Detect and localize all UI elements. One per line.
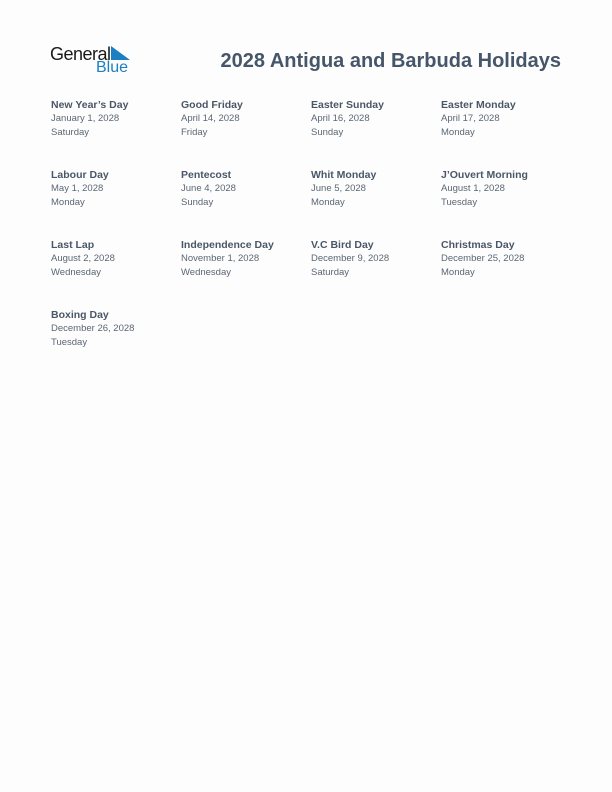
holiday-item (441, 238, 571, 308)
holiday-date: May 1, 2028 (51, 183, 104, 194)
logo-text-general: General (50, 44, 111, 64)
holiday-date: August 1, 2028 (441, 183, 505, 194)
holiday-name: Independence Day (181, 239, 274, 251)
holiday-weekday: Saturday (51, 126, 90, 138)
holiday-weekday: Monday (311, 196, 345, 208)
holiday-weekday: Sunday (311, 126, 344, 138)
holiday-name: Labour Day (51, 169, 109, 181)
holiday-weekday: Saturday (311, 266, 350, 278)
holiday-item (441, 98, 571, 168)
holiday-name: Last Lap (51, 239, 95, 251)
holiday-item (51, 98, 181, 168)
holiday-weekday: Wednesday (51, 266, 101, 278)
holiday-name: J’Ouvert Morning (441, 169, 528, 181)
holiday-name: Easter Sunday (311, 99, 384, 111)
holiday-item (311, 168, 441, 238)
holiday-weekday: Friday (181, 126, 208, 138)
holiday-date: August 2, 2028 (51, 253, 115, 264)
holiday-name: Pentecost (181, 169, 232, 181)
holiday-date: January 1, 2028 (51, 113, 120, 124)
holiday-name: New Year’s Day (51, 99, 129, 111)
holiday-date: June 5, 2028 (311, 183, 366, 194)
page-title: 2028 Antigua and Barbuda Holidays (220, 50, 561, 72)
holiday-date: December 9, 2028 (311, 253, 390, 264)
holiday-date: April 17, 2028 (441, 113, 500, 124)
holiday-weekday: Tuesday (51, 336, 88, 348)
holiday-weekday: Monday (441, 126, 475, 138)
holiday-name: Christmas Day (441, 239, 515, 251)
holiday-date: November 1, 2028 (181, 253, 260, 264)
holiday-weekday: Tuesday (441, 196, 478, 208)
holiday-item (181, 238, 311, 308)
holiday-item (441, 168, 571, 238)
holiday-weekday: Monday (51, 196, 85, 208)
holiday-item (311, 238, 441, 308)
holiday-weekday: Monday (441, 266, 475, 278)
holiday-date: June 4, 2028 (181, 183, 236, 194)
holiday-name: V.C Bird Day (311, 239, 374, 251)
logo-text-blue: Blue (96, 59, 129, 76)
holiday-weekday: Sunday (181, 196, 214, 208)
holiday-item (181, 98, 311, 168)
holiday-name: Easter Monday (441, 99, 516, 111)
holiday-date: April 16, 2028 (311, 113, 370, 124)
holiday-item (181, 168, 311, 238)
holiday-name: Good Friday (181, 99, 243, 111)
holiday-item (51, 168, 181, 238)
holiday-grid (51, 98, 571, 378)
holiday-weekday: Wednesday (181, 266, 231, 278)
holiday-name: Boxing Day (51, 309, 109, 321)
generalblue-logo (50, 43, 140, 79)
holiday-item (51, 238, 181, 308)
holiday-date: April 14, 2028 (181, 113, 240, 124)
holiday-date: December 26, 2028 (51, 323, 135, 334)
holiday-name: Whit Monday (311, 169, 377, 181)
holiday-item (311, 98, 441, 168)
holiday-date: December 25, 2028 (441, 253, 525, 264)
holiday-item (51, 308, 181, 378)
